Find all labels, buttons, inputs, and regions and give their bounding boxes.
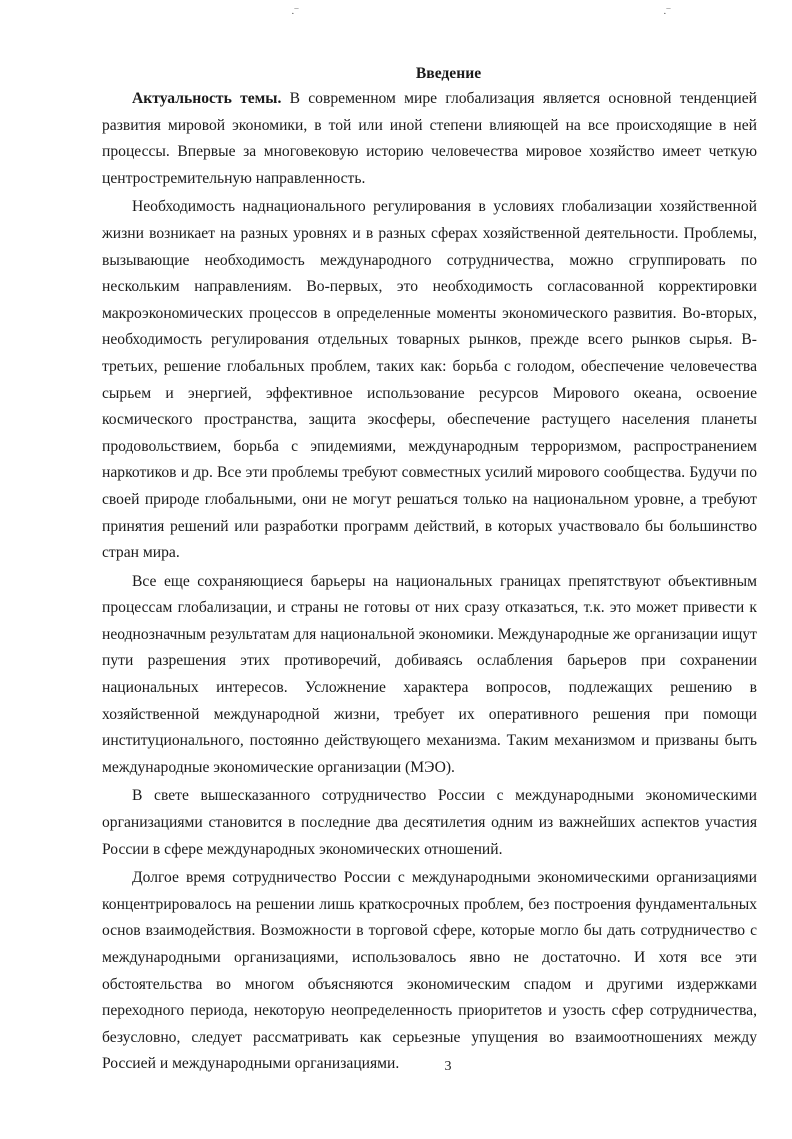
intro-text: В современном мире глобализация является основной тенденцией развития мировой экономики, в той или иной степени влияющей на все происходящие в ней процессы. Впервые за многовековую историю человечества мировое хозяйство имеет четкую центростремительную направленность. bbox=[102, 90, 757, 187]
intro-lead: Актуальность темы. bbox=[132, 90, 282, 107]
scan-mark-right: ·‾ bbox=[663, 8, 671, 20]
scan-mark-left: ·‾ bbox=[291, 8, 299, 20]
intro-paragraph bbox=[102, 86, 757, 192]
document-body bbox=[102, 62, 757, 1078]
paragraph-history: Долгое время сотрудничество России с международными экономическими организациями концентрировалось на решении лишь краткосрочных проблем, без построения фундаментальных основ взаимодействия. Возможности в торговой сфере, которые могло бы дать сотрудничество с международными организациями, использовалось явно не достаточно. И хотя все эти обстоятельства во многом объясняются экономическим спадом и другими издержками переходного периода, некоторую неопределенность приоритетов и узость сфер сотрудничества, безусловно, следует рассматривать как серьезные упущения во взаимоотношениях между Россией и международными организациями. bbox=[102, 869, 757, 1073]
paragraph-barriers: Все еще сохраняющиеся барьеры на национальных границах препятствуют объективным процессам глобализации, и страны не готовы от них сразу отказаться, т.к. это может привести к неоднозначным результатам для национальной экономики. Международные же организации ищут пути разрешения этих противоречий, добиваясь ослабления барьеров при сохранении национальных интересов. Усложнение характера вопросов, подлежащих решению в хозяйственной международной жизни, требует их оперативного решения при помощи институционального, постоянно действующего механизма. Таким механизмом и призваны быть международные экономические организации (МЭО). bbox=[102, 572, 757, 776]
page-number: 3 bbox=[444, 1059, 452, 1074]
paragraph-cooperation: В свете вышесказанного сотрудничество России с международными экономическими организациями становится в последние два десятилетия одним из важнейших аспектов участия России в сфере международных экономических отношений. bbox=[102, 787, 757, 858]
paragraph-regulation: Необходимость наднационального регулирования в условиях глобализации хозяйственной жизни возникает на разных уровнях и в разных сферах хозяйственной деятельности. Проблемы, вызывающие необходимость международного сотрудничества, можно сгруппировать по нескольким направлениям. Во-первых, это необходимость согласованной корректировки макроэкономических процессов в определенные моменты экономического развития. Во-вторых, необходимость регулирования отдельных товарных рынков, прежде всего рынков сырья. В-третьих, решение глобальных проблем, таких как: борьба с голодом, обеспечение человечества сырьем и энергией, эффективное использование ресурсов Мирового океана, освоение космического пространства, защита экосферы, обеспечение растущего населения планеты продовольствием, борьба с эпидемиями, международным терроризмом, распространением наркотиков и др. Все эти проблемы требуют совместных усилий мирового сообщества. Будучи по своей природе глобальными, они не могут решаться только на национальном уровне, а требуют принятия решений или разработки программ действий, в которых участвовало бы большинство стран мира. bbox=[102, 198, 757, 562]
page-title: Введение bbox=[415, 65, 482, 82]
